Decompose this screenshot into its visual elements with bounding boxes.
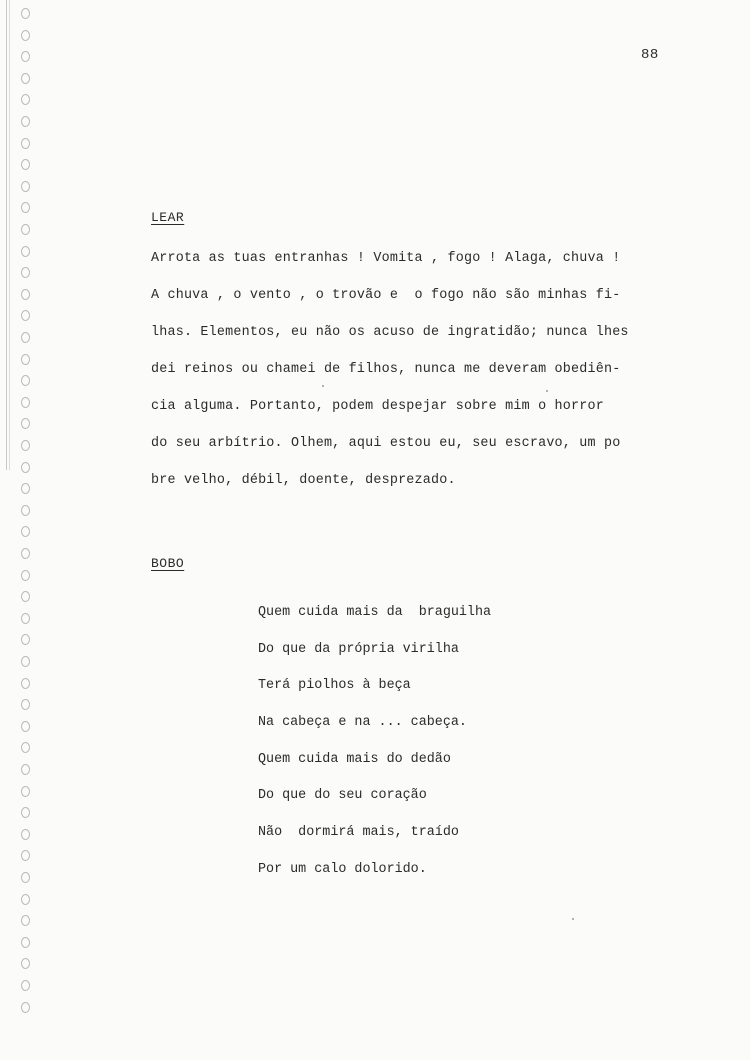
binding-holes xyxy=(21,8,35,1028)
lear-speech xyxy=(151,250,711,509)
binding-hole xyxy=(21,937,30,948)
verse-line: Não dormirá mais, traído xyxy=(258,825,459,841)
binding-hole xyxy=(21,613,30,624)
speaker-lear: LEAR xyxy=(151,210,185,225)
binding-hole xyxy=(21,548,30,559)
binding-hole xyxy=(21,73,30,84)
speaker-bobo: BOBO xyxy=(151,556,185,571)
binding-hole xyxy=(21,397,30,408)
speech-line: lhas. Elementos, eu não os acuso de ingratidão; nunca lhes xyxy=(151,325,629,340)
bobo-verse xyxy=(258,604,578,898)
verse-line: Do que do seu coração xyxy=(258,788,427,804)
binding-hole xyxy=(21,51,30,62)
binding-hole xyxy=(21,980,30,991)
verse-line: Do que da própria virilha xyxy=(258,641,459,657)
verse-line: Quem cuida mais do dedão xyxy=(258,751,451,767)
binding-hole xyxy=(21,786,30,797)
binding-hole xyxy=(21,30,30,41)
page-number: 88 xyxy=(641,47,659,63)
binding-hole xyxy=(21,526,30,537)
verse-line: Na cabeça e na ... cabeça. xyxy=(258,715,467,731)
binding-hole xyxy=(21,742,30,753)
binding-hole xyxy=(21,354,30,365)
binding-hole xyxy=(21,634,30,645)
binding-hole xyxy=(21,440,30,451)
binding-hole xyxy=(21,807,30,818)
binding-hole xyxy=(21,570,30,581)
binding-hole xyxy=(21,310,30,321)
speech-line: do seu arbítrio. Olhem, aqui estou eu, seu escravo, um po xyxy=(151,436,621,451)
binding-hole xyxy=(21,224,30,235)
binding-hole xyxy=(21,483,30,494)
paper-speck xyxy=(572,918,574,920)
binding-hole xyxy=(21,872,30,883)
binding-hole xyxy=(21,915,30,926)
binding-hole xyxy=(21,958,30,969)
binding-hole xyxy=(21,764,30,775)
binding-hole xyxy=(21,699,30,710)
binding-hole xyxy=(21,267,30,278)
binding-hole xyxy=(21,246,30,257)
binding-hole xyxy=(21,462,30,473)
speech-line: dei reinos ou chamei de filhos, nunca me deveram obediên- xyxy=(151,362,621,377)
binding-hole xyxy=(21,159,30,170)
binding-hole xyxy=(21,1002,30,1013)
binding-hole xyxy=(21,721,30,732)
binding-hole xyxy=(21,418,30,429)
binding-hole xyxy=(21,181,30,192)
verse-line: Quem cuida mais da braguilha xyxy=(258,605,492,620)
binding-hole xyxy=(21,202,30,213)
binding-hole xyxy=(21,94,30,105)
binding-hole xyxy=(21,138,30,149)
paper-speck xyxy=(322,385,324,387)
binding-hole xyxy=(21,850,30,861)
binding-hole xyxy=(21,289,30,300)
binding-hole xyxy=(21,8,30,19)
binding-edge-line xyxy=(9,0,10,470)
speech-line: Arrota as tuas entranhas ! Vomita , fogo ! Alaga, chuva ! xyxy=(151,251,621,266)
binding-hole xyxy=(21,678,30,689)
speech-line: bre velho, débil, doente, desprezado. xyxy=(151,473,456,488)
binding-hole xyxy=(21,591,30,602)
verse-line: Terá piolhos à beça xyxy=(258,678,411,694)
speech-line: cia alguma. Portanto, podem despejar sobre mim o horror xyxy=(151,399,604,414)
binding-hole xyxy=(21,375,30,386)
verse-line: Por um calo dolorido. xyxy=(258,861,427,877)
binding-edge-line xyxy=(6,0,7,470)
binding-hole xyxy=(21,894,30,905)
binding-hole xyxy=(21,116,30,127)
binding-hole xyxy=(21,829,30,840)
binding-hole xyxy=(21,656,30,667)
binding-hole xyxy=(21,505,30,516)
speech-line: A chuva , o vento , o trovão e o fogo não são minhas fi- xyxy=(151,288,621,303)
binding-hole xyxy=(21,332,30,343)
paper-speck xyxy=(546,390,548,392)
